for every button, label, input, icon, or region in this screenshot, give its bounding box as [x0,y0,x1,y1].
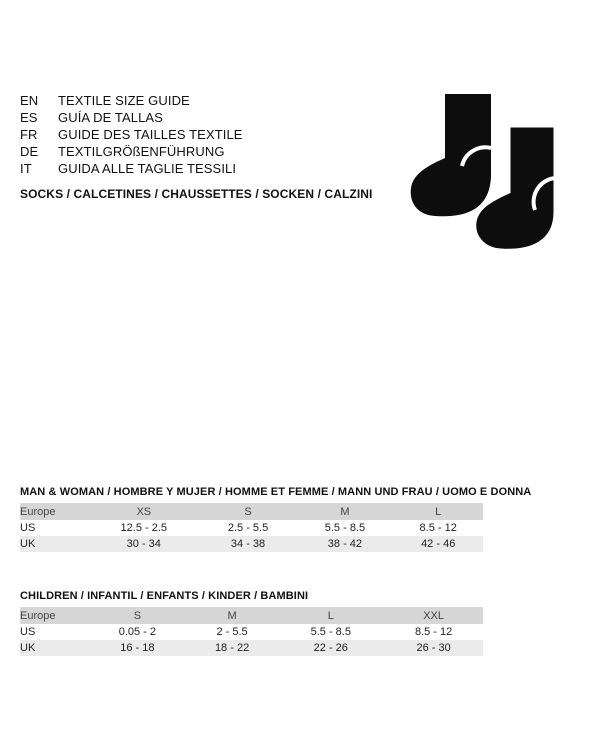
table-cell: 18 - 22 [187,640,278,656]
table-header-cell: S [200,503,297,520]
table-row [20,520,483,536]
table-header-cell: L [393,503,483,520]
table-cell: US [20,520,88,536]
language-title: GUIDE DES TAILLES TEXTILE [58,127,243,142]
table-cell: 5.5 - 8.5 [277,624,384,640]
language-code: EN [20,93,39,108]
table-cell: 0.05 - 2 [88,624,187,640]
table-cell: 5.5 - 8.5 [296,520,393,536]
table-header-cell: M [296,503,393,520]
language-row-es [20,109,243,126]
table-cell: 12.5 - 2.5 [88,520,200,536]
language-title: GUIDA ALLE TAGLIE TESSILI [58,161,237,176]
language-list [20,92,243,177]
table-cell: 8.5 - 12 [393,520,483,536]
language-title: TEXTILGRÖßENFÜHRUNG [58,144,225,159]
language-row-it [20,160,243,177]
table-row [20,536,483,552]
language-code: DE [20,144,39,159]
table-cell: 34 - 38 [200,536,297,552]
table-cell: 30 - 34 [88,536,200,552]
table-row [20,640,483,656]
children-size-table [20,607,483,656]
children-table-title: CHILDREN / INFANTIL / ENFANTS / KINDER / BAMBINI [20,590,309,602]
language-row-de [20,143,243,160]
table-cell: 42 - 46 [393,536,483,552]
language-row-fr [20,126,243,143]
language-title: TEXTILE SIZE GUIDE [58,93,190,108]
table-cell: 2 - 5.5 [187,624,278,640]
table-cell: 26 - 30 [384,640,483,656]
table-header-cell: XS [88,503,200,520]
table-cell: US [20,624,88,640]
adult-table-title: MAN & WOMAN / HOMBRE Y MUJER / HOMME ET FEMME / MANN UND FRAU / UOMO E DONNA [20,486,532,498]
table-header-cell: Europe [20,607,88,624]
table-cell: 16 - 18 [88,640,187,656]
language-title: GUÍA DE TALLAS [58,110,163,125]
language-code: ES [20,110,38,125]
table-cell: 8.5 - 12 [384,624,483,640]
table-cell: 22 - 26 [277,640,384,656]
table-header-cell: L [277,607,384,624]
table-cell: UK [20,536,88,552]
table-header-cell: M [187,607,278,624]
language-row-en [20,92,243,109]
table-cell: 2.5 - 5.5 [200,520,297,536]
table-header-cell: Europe [20,503,88,520]
table-cell: 38 - 42 [296,536,393,552]
language-code: FR [20,127,38,142]
table-cell: UK [20,640,88,656]
adult-size-table [20,503,483,552]
table-header-row [20,607,483,624]
table-header-cell: S [88,607,187,624]
language-code: IT [20,161,32,176]
table-row [20,624,483,640]
product-subtitle: SOCKS / CALCETINES / CHAUSSETTES / SOCKEN / CALZINI [20,187,373,201]
table-header-row [20,503,483,520]
table-header-cell: XXL [384,607,483,624]
socks-icon [405,90,565,255]
sock-back-shape [411,94,491,216]
